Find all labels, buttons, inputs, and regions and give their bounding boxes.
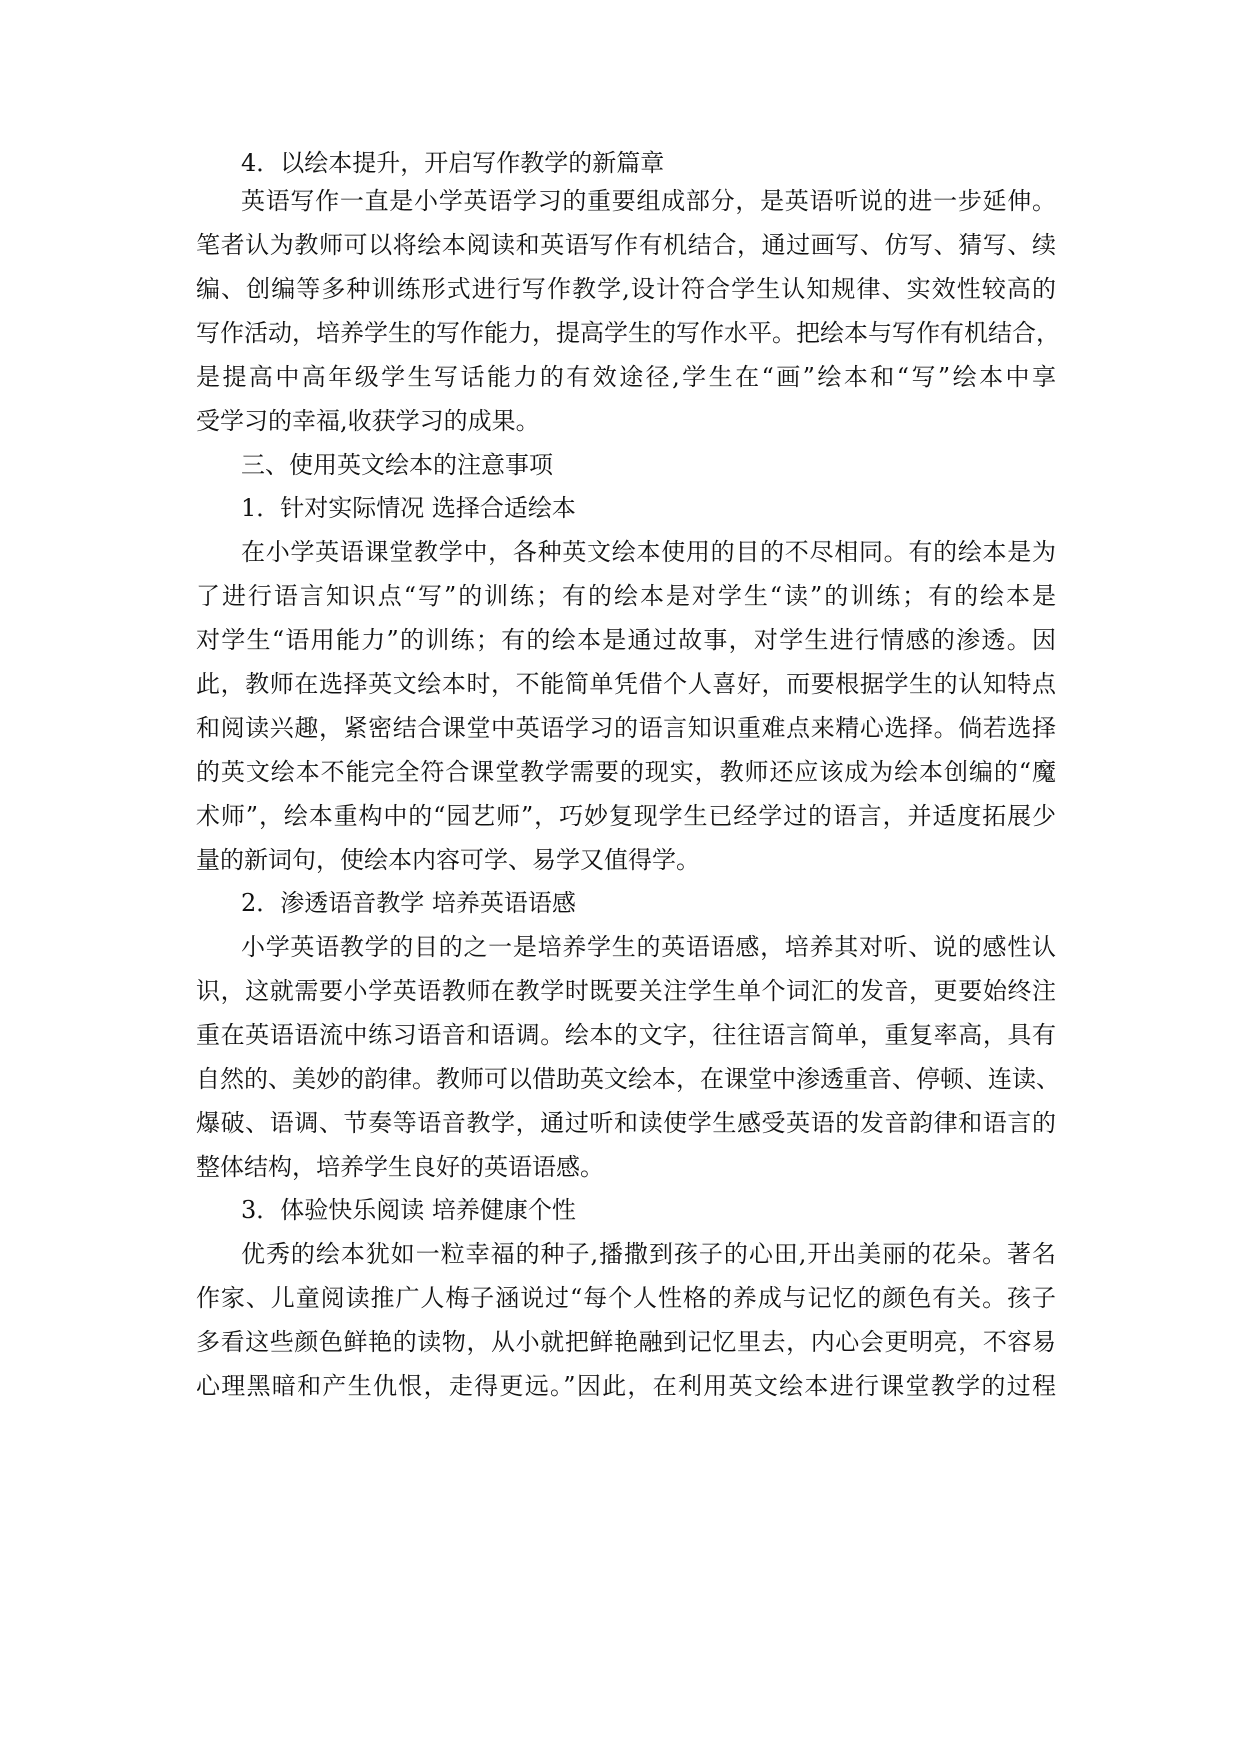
paragraph-line: 编、创编等多种训练形式进行写作教学,设计符合学生认知规律、实效性较高的	[196, 275, 1056, 303]
subheading-phonics: 2．渗透语音教学 培养英语语感	[241, 889, 576, 917]
paragraph-line: 和阅读兴趣，紧密结合课堂中英语学习的语言知识重难点来精心选择。倘若选择	[196, 714, 1056, 742]
paragraph-line: 优秀的绘本犹如一粒幸福的种子,播撒到孩子的心田,开出美丽的花朵。著名	[241, 1240, 1056, 1268]
paragraph-line: 此，教师在选择英文绘本时，不能简单凭借个人喜好，而要根据学生的认知特点	[196, 670, 1056, 698]
paragraph-line: 多看这些颜色鲜艳的读物，从小就把鲜艳融到记忆里去，内心会更明亮，不容易	[196, 1328, 1056, 1356]
paragraph-line: 英语写作一直是小学英语学习的重要组成部分，是英语听说的进一步延伸。	[241, 187, 1056, 215]
paragraph-line: 术师”，绘本重构中的“园艺师”，巧妙复现学生已经学过的语言，并适度拓展少	[196, 802, 1056, 830]
paragraph-line: 笔者认为教师可以将绘本阅读和英语写作有机结合，通过画写、仿写、猜写、续	[196, 231, 1056, 259]
paragraph-line: 对学生“语用能力”的训练；有的绘本是通过故事，对学生进行情感的渗透。因	[196, 626, 1056, 654]
heading-writing-teaching: 4．以绘本提升，开启写作教学的新篇章	[241, 149, 665, 177]
paragraph-line: 写作活动，培养学生的写作能力，提高学生的写作水平。把绘本与写作有机结合，	[196, 319, 1060, 347]
paragraph-line: 整体结构，培养学生良好的英语语感。	[196, 1153, 604, 1181]
paragraph-line: 的英文绘本不能完全符合课堂教学需要的现实，教师还应该成为绘本创编的“魔	[196, 758, 1056, 786]
paragraph-line: 了进行语言知识点“写”的训练；有的绘本是对学生“读”的训练；有的绘本是	[196, 582, 1056, 610]
paragraph-line: 量的新词句，使绘本内容可学、易学又值得学。	[196, 846, 700, 874]
paragraph-line: 是提高中高年级学生写话能力的有效途径,学生在“画”绘本和“写”绘本中享	[196, 363, 1056, 391]
paragraph-line: 爆破、语调、节奏等语音教学，通过听和读使学生感受英语的发音韵律和语言的	[196, 1109, 1056, 1137]
paragraph-line: 心理黑暗和产生仇恨，走得更远。”因此，在利用英文绘本进行课堂教学的过程	[196, 1372, 1056, 1400]
paragraph-line: 作家、儿童阅读推广人梅子涵说过“每个人性格的养成与记忆的颜色有关。孩子	[196, 1284, 1056, 1312]
paragraph-line: 小学英语教学的目的之一是培养学生的英语语感，培养其对听、说的感性认	[241, 933, 1056, 961]
paragraph-line: 在小学英语课堂教学中，各种英文绘本使用的目的不尽相同。有的绘本是为	[241, 538, 1056, 566]
paragraph-line: 重在英语语流中练习语音和语调。绘本的文字，往往语言简单，重复率高，具有	[196, 1021, 1056, 1049]
paragraph-line: 受学习的幸福,收获学习的成果。	[196, 407, 540, 435]
paragraph-line: 识，这就需要小学英语教师在教学时既要关注学生单个词汇的发音，更要始终注	[196, 977, 1056, 1005]
subheading-selection: 1．针对实际情况 选择合适绘本	[241, 494, 576, 522]
section-heading: 三、使用英文绘本的注意事项	[241, 451, 553, 479]
paragraph-line: 自然的、美妙的韵律。教师可以借助英文绘本，在课堂中渗透重音、停顿、连读、	[196, 1065, 1060, 1093]
subheading-reading: 3．体验快乐阅读 培养健康个性	[241, 1196, 576, 1224]
